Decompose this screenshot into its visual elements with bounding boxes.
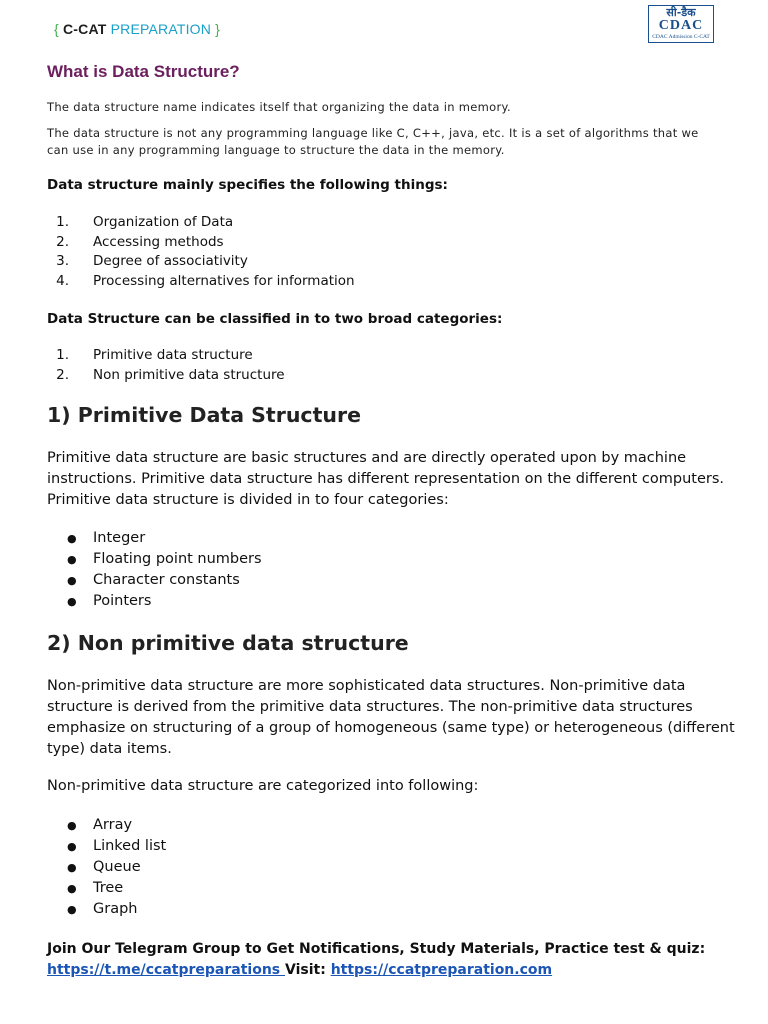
brand-ccat: C-CAT — [62, 21, 107, 37]
brand-brace-open: { — [54, 21, 59, 37]
primitive-paragraph: Primitive data structure are basic structures and are directly operated upon by machine instructions. Primitive data structure has different representation on the different computers. Primitive data structure is divided in to four categories: — [47, 450, 725, 508]
bullet-icon: ● — [67, 819, 77, 832]
list-item: ● Array — [47, 815, 166, 836]
list-item: 1. Primitive data structure — [56, 347, 253, 363]
list-item: ● Floating point numbers — [47, 549, 262, 570]
list-item: 2. Accessing methods — [56, 233, 224, 250]
bullet-icon: ● — [67, 903, 77, 916]
cdac-logo-text: CDAC — [658, 18, 704, 33]
list-item: ● Pointers — [47, 591, 262, 612]
list-item: ● Linked list — [47, 836, 166, 857]
list-item: ● Integer — [47, 528, 262, 549]
visit-label: Visit: — [285, 962, 326, 978]
list-item: ● Tree — [47, 878, 166, 899]
classified-list — [47, 346, 285, 385]
page-title: What is Data Structure? — [47, 62, 240, 81]
specifies-list — [47, 213, 355, 291]
cdac-logo-hindi: सी-डैक — [666, 6, 696, 19]
list-item: ● Graph — [47, 899, 166, 920]
classified-heading: Data Structure can be classified in to two broad categories: — [47, 311, 503, 327]
bullet-icon: ● — [67, 882, 77, 895]
non-primitive-paragraph: Non-primitive data structure are more sophisticated data structures. Non-primitive data structure is derived from the primitive data structures. The non-primitive data structures emphasize on structuring of a group of homogeneous (same type) or heterogeneous (different type) data items. — [47, 678, 735, 757]
specifies-heading: Data structure mainly specifies the following things: — [47, 177, 448, 193]
cdac-logo-subtitle: CDAC Admission C-CAT — [652, 34, 710, 40]
primitive-bullet-list — [47, 528, 262, 612]
non-primitive-paragraph-2: Non-primitive data structure are categorized into following: — [47, 778, 479, 794]
telegram-link[interactable]: https://t.me/ccatpreparations — [47, 962, 285, 978]
list-item: 2. Non primitive data structure — [56, 366, 285, 383]
brand-header — [54, 21, 220, 37]
primitive-heading: 1) Primitive Data Structure — [47, 403, 361, 427]
brand-preparation: PREPARATION — [110, 21, 212, 37]
bullet-icon: ● — [67, 861, 77, 874]
list-item: 1. Organization of Data — [56, 214, 234, 230]
footer — [47, 939, 747, 981]
bullet-icon: ● — [67, 840, 77, 853]
footer-links — [47, 960, 747, 981]
bullet-icon: ● — [67, 532, 77, 545]
brand-brace-close: } — [215, 21, 221, 37]
list-item: ● Queue — [47, 857, 166, 878]
website-link[interactable]: https://ccatpreparation.com — [330, 962, 553, 978]
list-item: ● Character constants — [47, 570, 262, 591]
bullet-icon: ● — [67, 553, 77, 566]
list-item: 3. Degree of associativity — [56, 253, 248, 269]
intro-paragraph-1: The data structure name indicates itself that organizing the data in memory. — [47, 100, 511, 114]
non-primitive-heading: 2) Non primitive data structure — [47, 631, 409, 655]
footer-text: Join Our Telegram Group to Get Notifications, Study Materials, Practice test & quiz: — [47, 941, 706, 957]
bullet-icon: ● — [67, 595, 77, 608]
bullet-icon: ● — [67, 574, 77, 587]
cdac-logo — [648, 5, 714, 43]
intro-paragraph-2: The data structure is not any programming language like C, C++, java, etc. It is a set of algorithms that we can use in any programming language to structure the data in the memory. — [47, 126, 699, 157]
non-primitive-bullet-list — [47, 815, 166, 920]
list-item: 4. Processing alternatives for information — [56, 272, 355, 289]
